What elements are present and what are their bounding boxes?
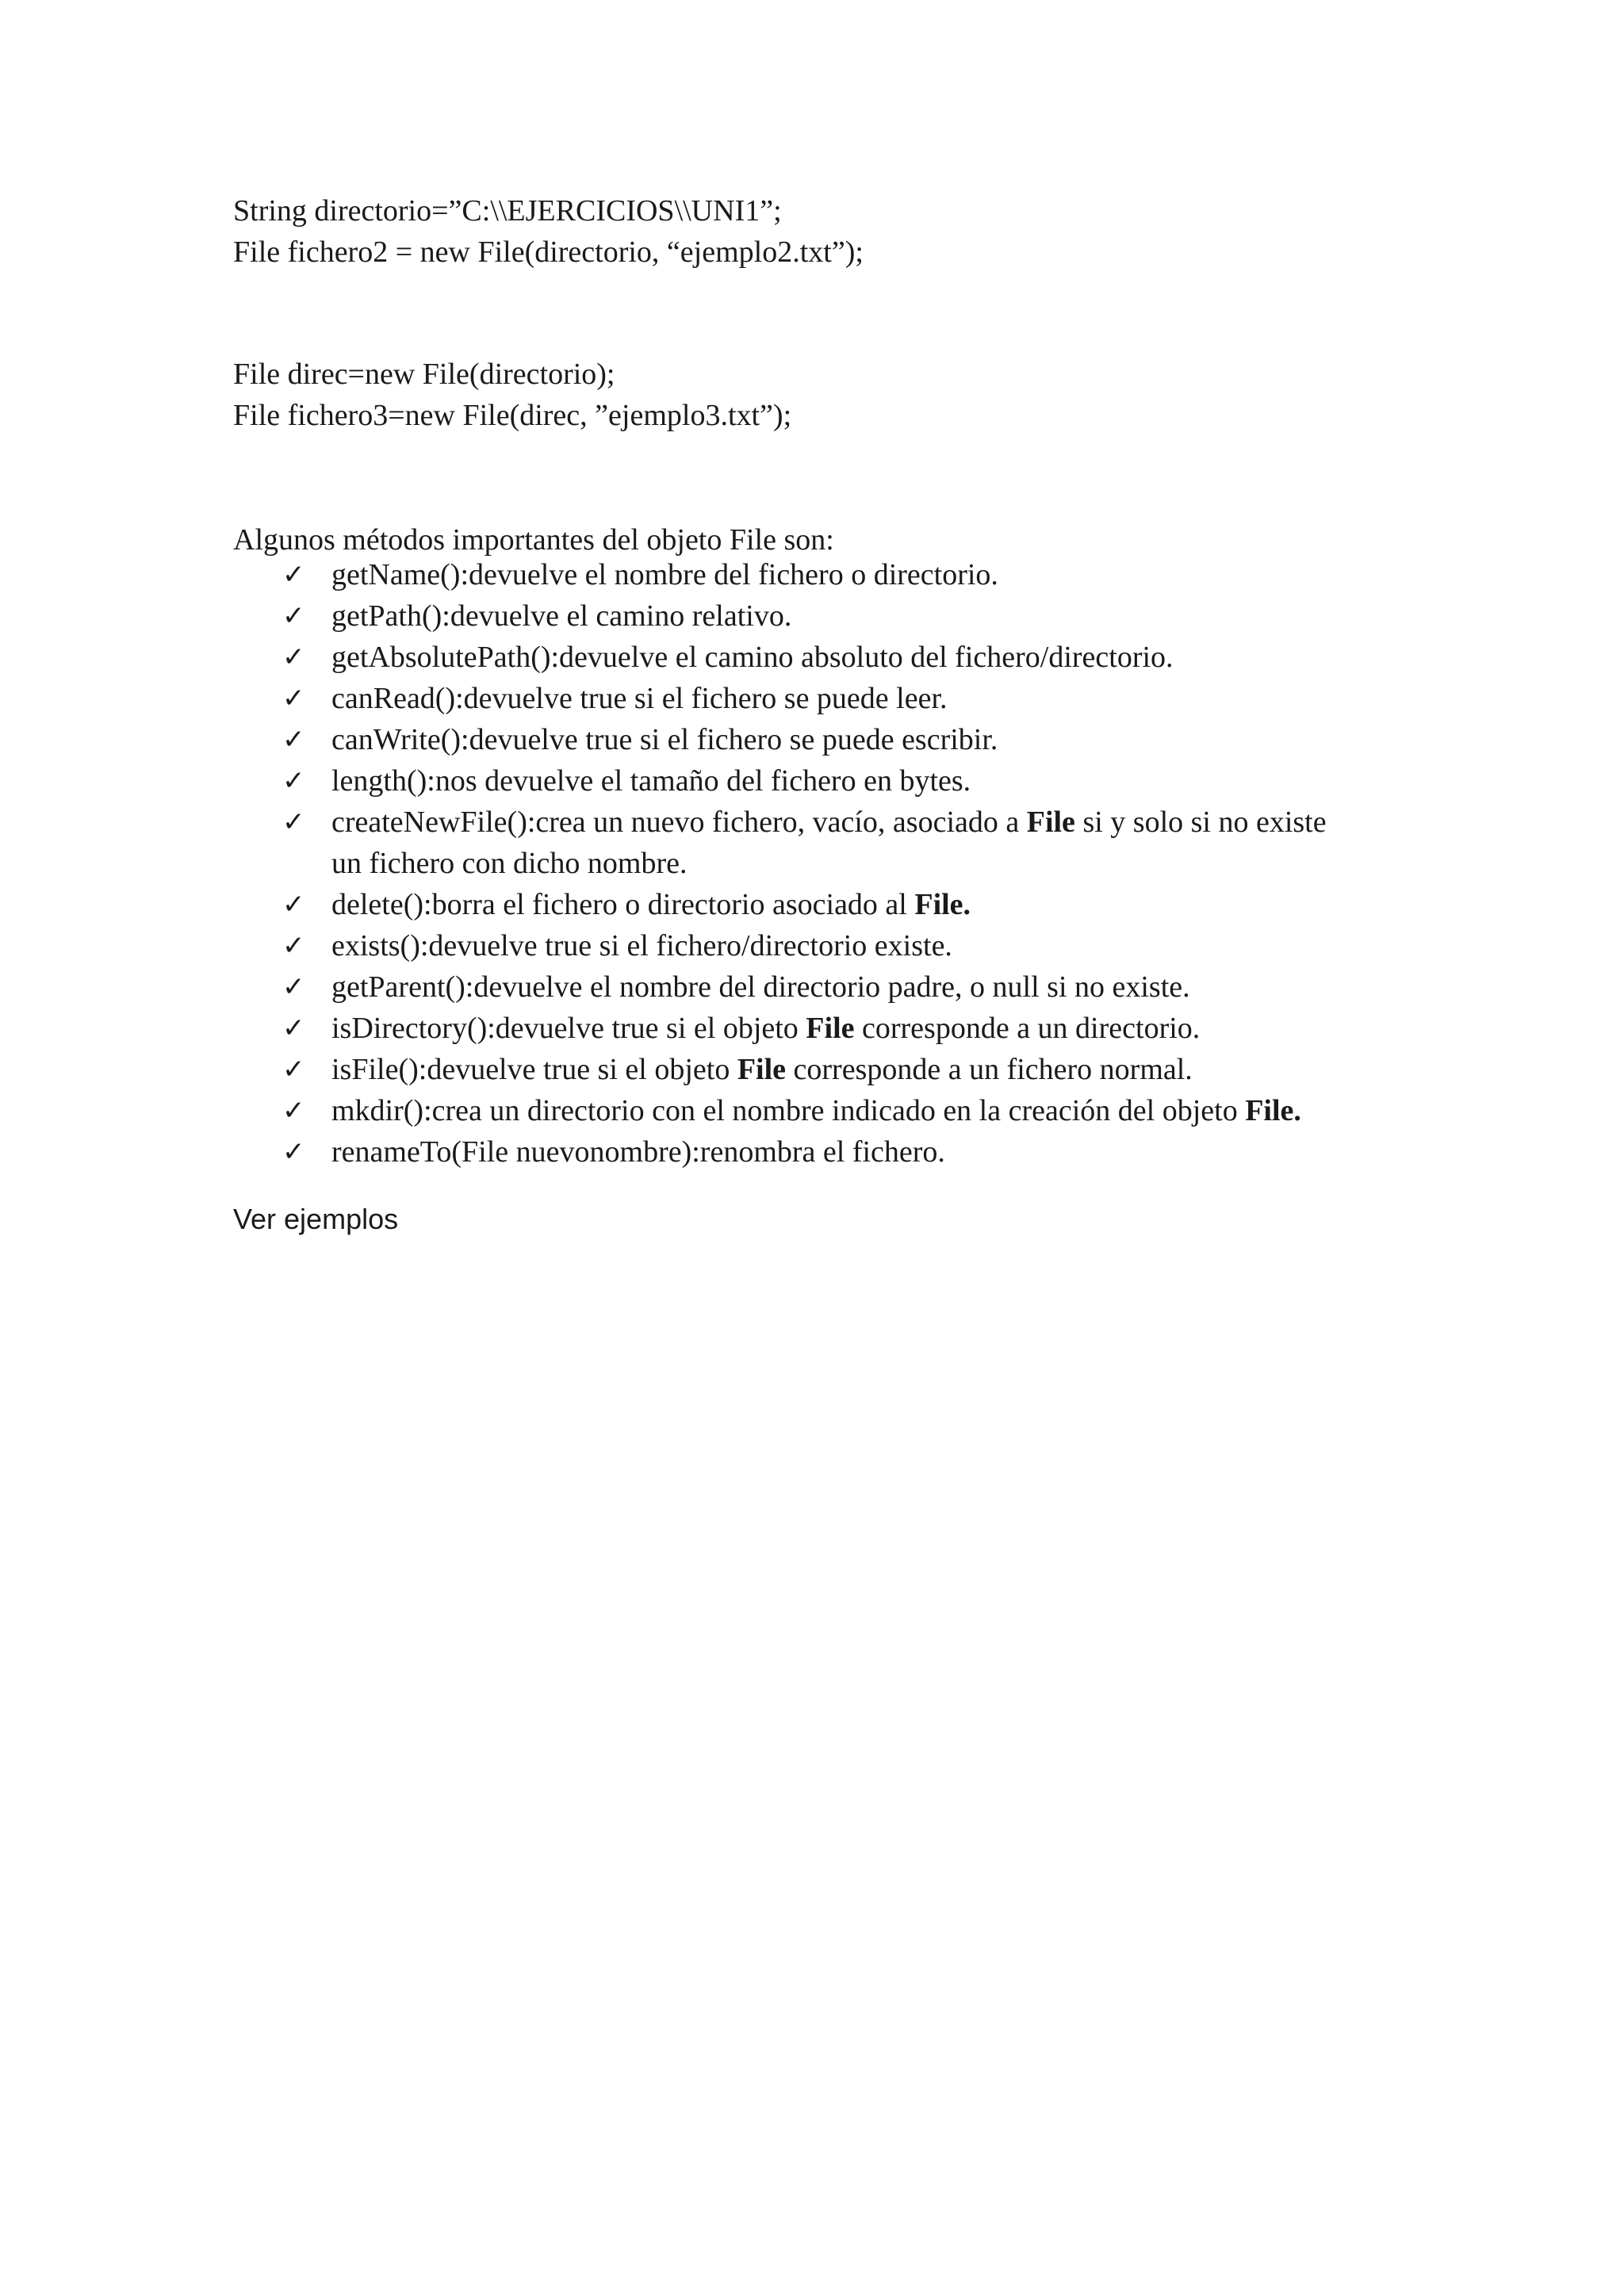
methods-list xyxy=(233,554,1624,1173)
check-mark-icon: ✓ xyxy=(282,765,305,797)
check-mark-icon: ✓ xyxy=(282,1136,305,1168)
method-description xyxy=(331,1049,1624,1090)
method-description xyxy=(331,678,1624,719)
method-text: corresponde a un fichero normal. xyxy=(786,1053,1193,1086)
method-description xyxy=(331,925,1624,966)
method-item xyxy=(233,719,1624,760)
code-line-direc: File direc=new File(directorio); xyxy=(233,358,615,391)
method-text: si y solo si no existe un fichero con dicho nombre. xyxy=(331,806,1327,880)
method-item xyxy=(233,802,1624,884)
bold-term: File. xyxy=(1245,1094,1301,1127)
method-description xyxy=(331,966,1624,1008)
method-item xyxy=(233,760,1624,802)
code-line-fichero3: File fichero3=new File(direc, ”ejemplo3.txt”); xyxy=(233,399,792,432)
method-text: getAbsolutePath():devuelve el camino absoluto del fichero/directorio. xyxy=(331,641,1174,674)
method-text: createNewFile():crea un nuevo fichero, vacío, asociado a xyxy=(331,806,1027,839)
method-description xyxy=(331,802,1624,884)
check-mark-icon: ✓ xyxy=(282,600,305,632)
code-line-fichero2: File fichero2 = new File(directorio, “ejemplo2.txt”); xyxy=(233,235,864,269)
method-text: canWrite():devuelve true si el fichero se puede escribir. xyxy=(331,723,998,756)
check-mark-icon: ✓ xyxy=(282,1054,305,1085)
methods-intro: Algunos métodos importantes del objeto File son: xyxy=(233,523,834,557)
code-line-directorio: String directorio=”C:\\EJERCICIOS\\UNI1”; xyxy=(233,194,782,228)
method-item xyxy=(233,966,1624,1008)
method-description xyxy=(331,719,1624,760)
method-item xyxy=(233,637,1624,678)
bold-term: File xyxy=(1026,806,1075,839)
check-mark-icon: ✓ xyxy=(282,1012,305,1044)
method-text: delete():borra el fichero o directorio asociado al xyxy=(331,888,915,921)
bold-term: File xyxy=(806,1012,855,1045)
check-mark-icon: ✓ xyxy=(282,1095,305,1127)
method-item xyxy=(233,1131,1624,1173)
method-description xyxy=(331,1008,1624,1049)
method-text: canRead():devuelve true si el fichero se puede leer. xyxy=(331,682,948,715)
method-item xyxy=(233,1049,1624,1090)
method-description xyxy=(331,760,1624,802)
method-item xyxy=(233,925,1624,966)
check-mark-icon: ✓ xyxy=(282,683,305,714)
method-text: isDirectory():devuelve true si el objeto xyxy=(331,1012,806,1045)
check-mark-icon: ✓ xyxy=(282,724,305,756)
method-text: renameTo(File nuevonombre):renombra el fichero. xyxy=(331,1135,945,1169)
method-text: mkdir():crea un directorio con el nombre indicado en la creación del objeto xyxy=(331,1094,1246,1127)
method-description xyxy=(331,1090,1624,1131)
method-item xyxy=(233,678,1624,719)
method-item xyxy=(233,554,1624,595)
method-description xyxy=(331,1131,1624,1173)
method-text: corresponde a un directorio. xyxy=(854,1012,1201,1045)
method-description xyxy=(331,637,1624,678)
method-text: isFile():devuelve true si el objeto xyxy=(331,1053,737,1086)
bold-term: File xyxy=(737,1053,787,1086)
method-item xyxy=(233,1008,1624,1049)
check-mark-icon: ✓ xyxy=(282,930,305,962)
method-description xyxy=(331,884,1624,925)
method-item xyxy=(233,595,1624,637)
method-text: getParent():devuelve el nombre del directorio padre, o null si no existe. xyxy=(331,970,1190,1004)
check-mark-icon: ✓ xyxy=(282,559,305,591)
check-mark-icon: ✓ xyxy=(282,806,305,838)
see-examples-link[interactable]: Ver ejemplos xyxy=(233,1203,399,1235)
method-text: exists():devuelve true si el fichero/directorio existe. xyxy=(331,929,952,962)
method-description xyxy=(331,554,1624,595)
bold-term: File. xyxy=(914,888,971,921)
method-text: length():nos devuelve el tamaño del fichero en bytes. xyxy=(331,764,971,798)
method-item xyxy=(233,1090,1624,1131)
method-item xyxy=(233,884,1624,925)
method-text: getName():devuelve el nombre del fichero o directorio. xyxy=(331,558,998,591)
check-mark-icon: ✓ xyxy=(282,889,305,920)
check-mark-icon: ✓ xyxy=(282,971,305,1003)
check-mark-icon: ✓ xyxy=(282,641,305,673)
method-text: getPath():devuelve el camino relativo. xyxy=(331,599,792,633)
method-description xyxy=(331,595,1624,637)
